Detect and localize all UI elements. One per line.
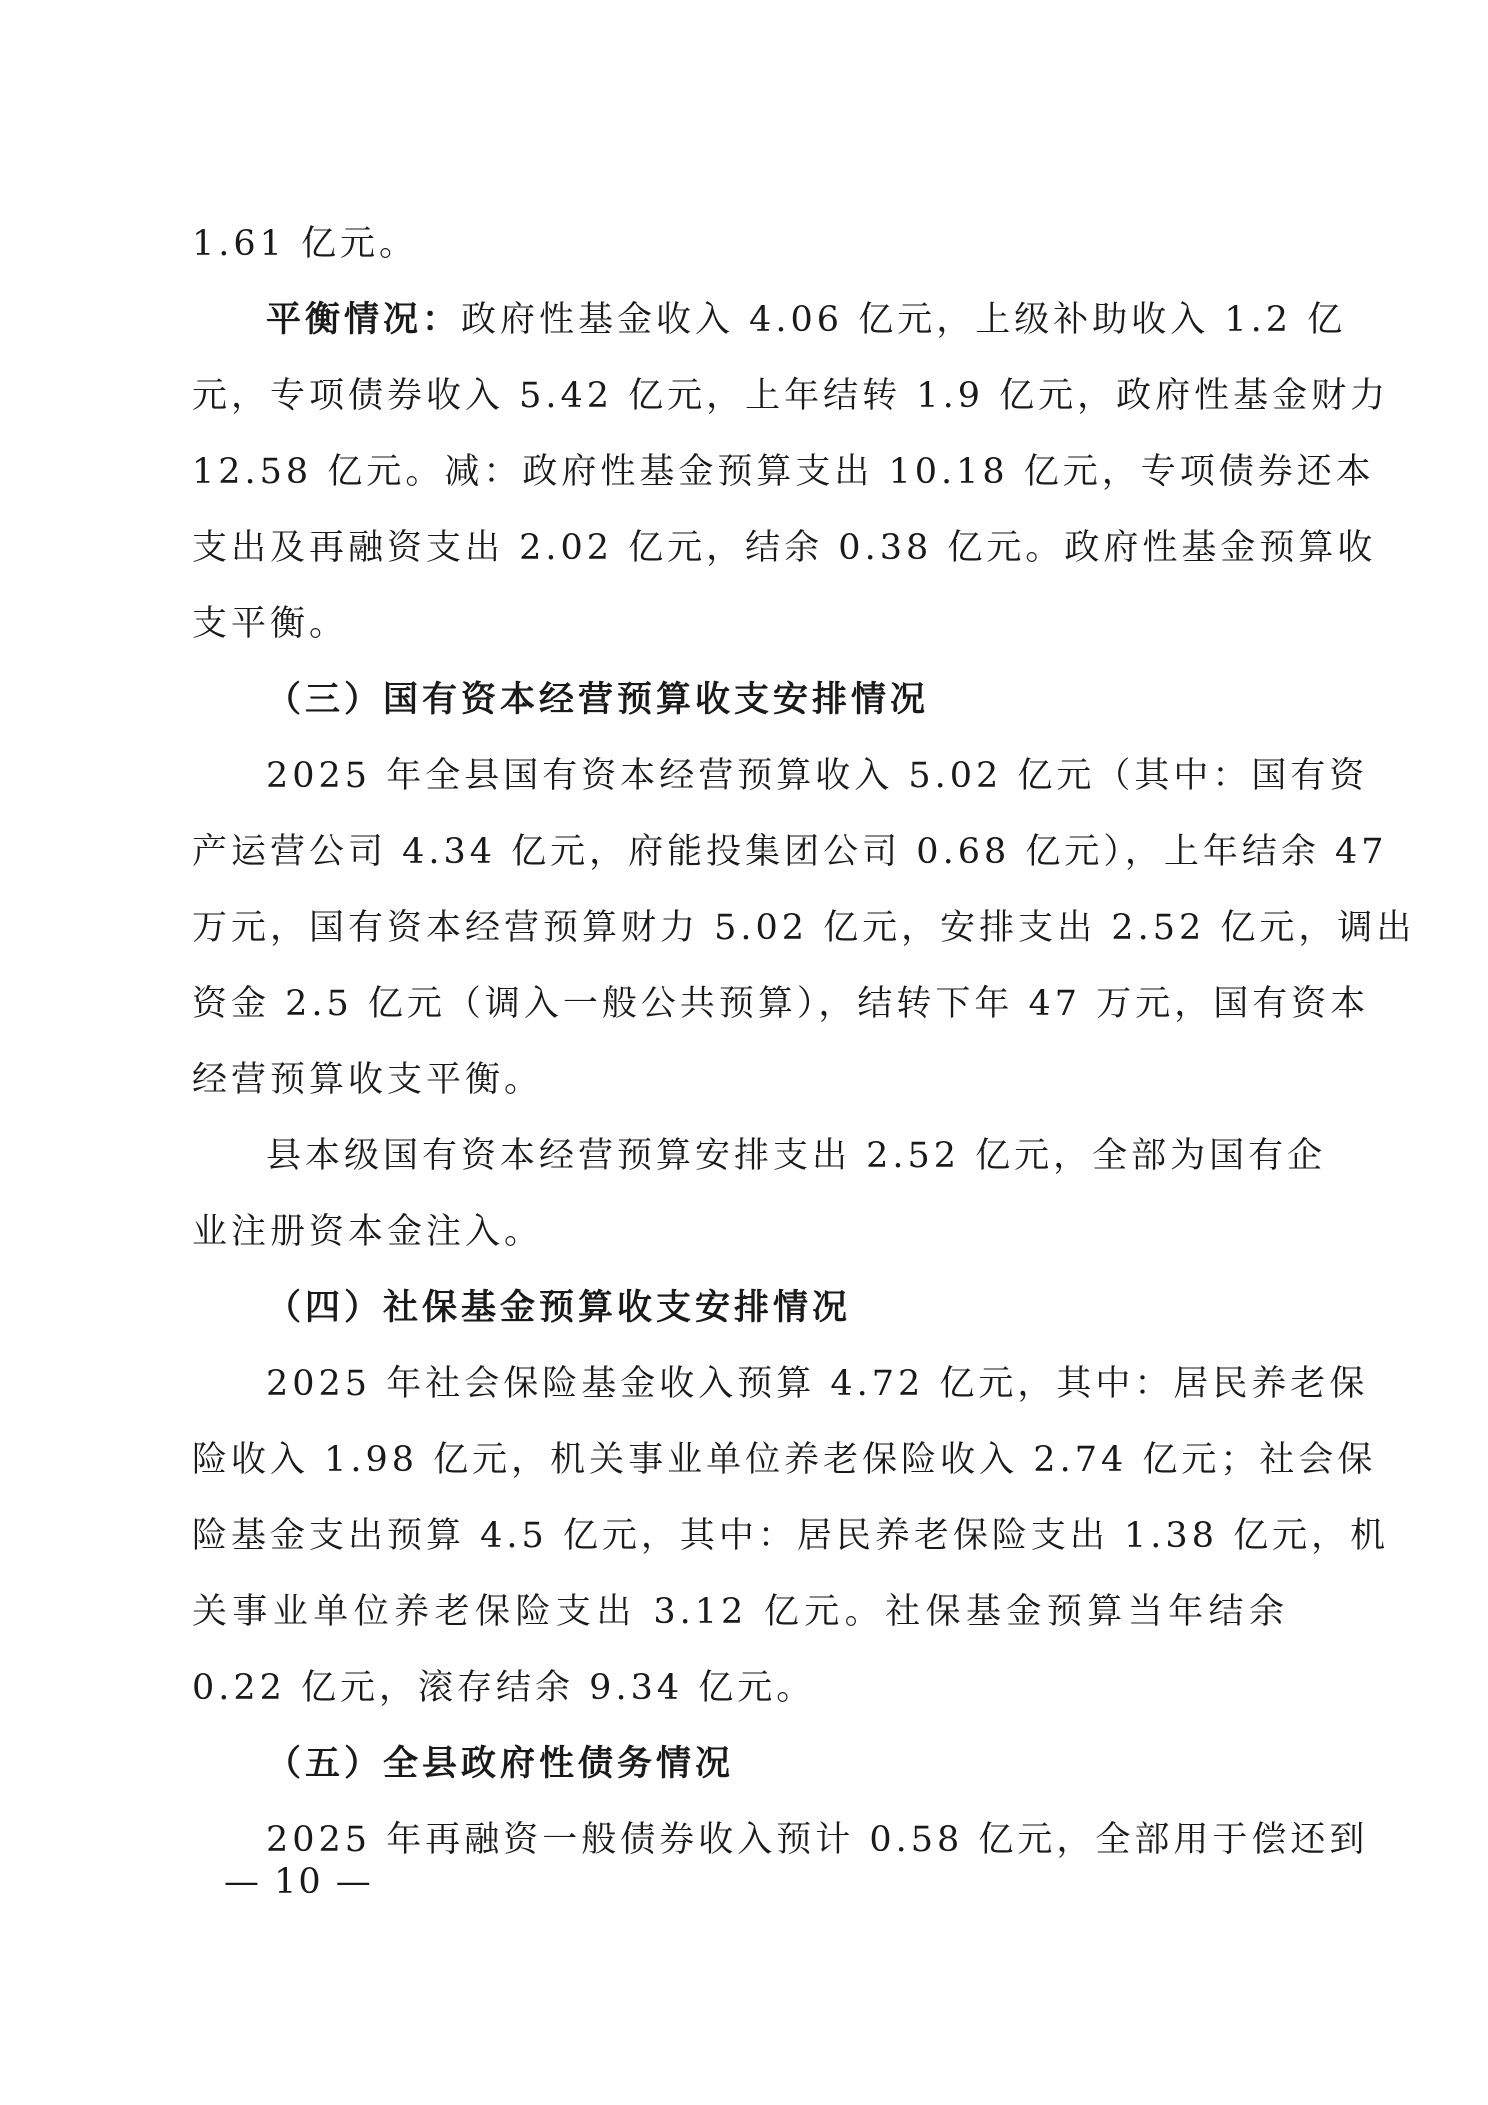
paragraph-line: 2025 年社会保险基金收入预算 4.72 亿元，其中：居民养老保 <box>266 1364 1369 1404</box>
paragraph-line: 2025 年全县国有资本经营预算收入 5.02 亿元（其中：国有资 <box>266 756 1369 796</box>
paragraph-line: 支出及再融资支出 2.02 亿元，结余 0.38 亿元。政府性基金预算收 <box>192 528 1377 568</box>
paragraph-line-balance <box>192 282 1347 358</box>
paragraph-line: 业注册资本金注入。 <box>192 1212 544 1252</box>
balance-heading: 平衡情况： <box>266 299 462 340</box>
paragraph-line: 1.61 亿元。 <box>192 224 419 264</box>
paragraph-line: 县本级国有资本经营预算安排支出 2.52 亿元，全部为国有企 <box>266 1136 1327 1176</box>
paragraph-line: 0.22 亿元，滚存结余 9.34 亿元。 <box>192 1668 816 1708</box>
page-number: — 10 — <box>224 1862 373 1902</box>
paragraph-line: 险收入 1.98 亿元，机关事业单位养老保险收入 2.74 亿元；社会保 <box>192 1440 1377 1480</box>
paragraph-line: 2025 年再融资一般债券收入预计 0.58 亿元，全部用于偿还到 <box>266 1820 1369 1860</box>
paragraph-line: 产运营公司 4.34 亿元，府能投集团公司 0.68 亿元），上年结余 47 <box>192 832 1388 872</box>
paragraph-line: 资金 2.5 亿元（调入一般公共预算），结转下年 47 万元，国有资本 <box>192 984 1370 1024</box>
section-heading-5: （五）全县政府性债务情况 <box>266 1743 735 1784</box>
paragraph-line: 支平衡。 <box>192 604 349 644</box>
paragraph-line: 12.58 亿元。减：政府性基金预算支出 10.18 亿元，专项债券还本 <box>192 452 1375 492</box>
section-heading-4: （四）社保基金预算收支安排情况 <box>266 1287 852 1328</box>
paragraph-line: 元，专项债券收入 5.42 亿元，上年结转 1.9 亿元，政府性基金财力 <box>192 376 1390 416</box>
paragraph-line: 关事业单位养老保险支出 3.12 亿元。社保基金预算当年结余 <box>192 1592 1288 1632</box>
balance-text: 政府性基金收入 4.06 亿元，上级补助收入 1.2 亿 <box>461 300 1347 340</box>
paragraph-line: 经营预算收支平衡。 <box>192 1060 544 1100</box>
paragraph-line: 险基金支出预算 4.5 亿元，其中：居民养老保险支出 1.38 亿元，机 <box>192 1516 1390 1556</box>
paragraph-line: 万元，国有资本经营预算财力 5.02 亿元，安排支出 2.52 亿元，调出 <box>192 908 1416 948</box>
section-heading-3: （三）国有资本经营预算收支安排情况 <box>266 679 930 720</box>
document-body <box>192 206 1416 1878</box>
